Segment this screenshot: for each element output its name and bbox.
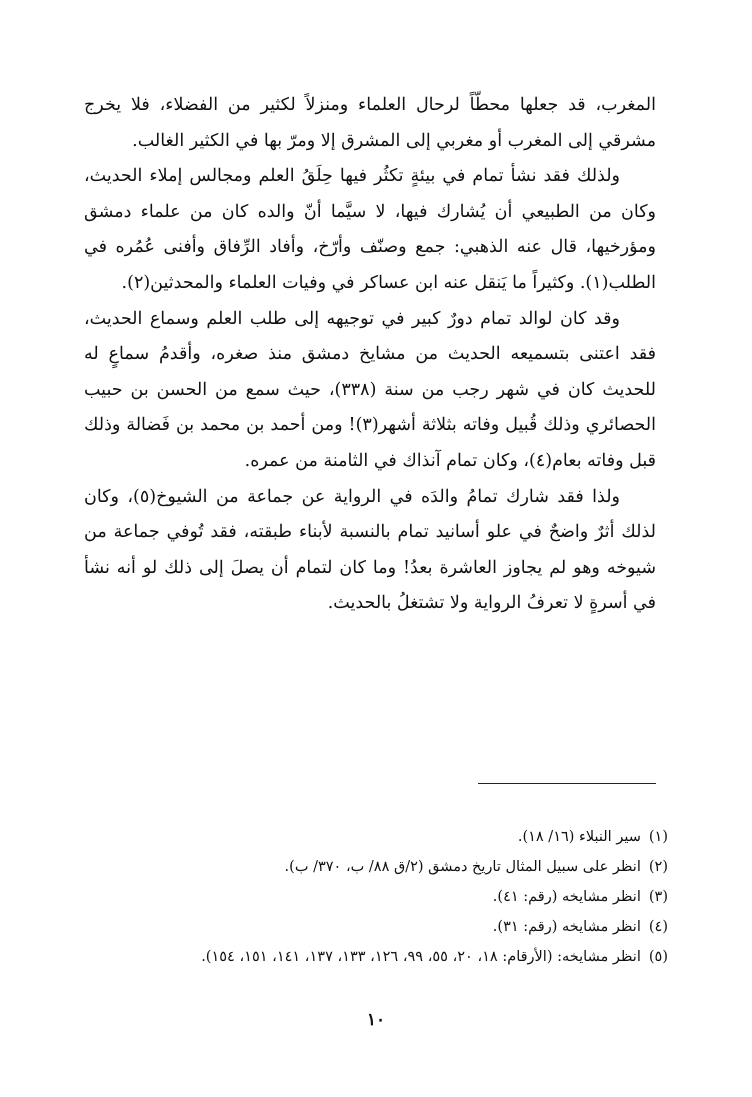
paragraph-1: المغرب، قد جعلها محطّاً لرحال العلماء ومنزلاً لكثير من الفضلاء، فلا يخرج مشرقي إلى المغرب أو مغربي إلى المشرق إلا ومرّ بها في الكثير الغالب. — [84, 95, 656, 151]
footnote-1 — [84, 822, 668, 852]
footnote-4 — [84, 912, 668, 942]
paragraph-3: وقد كان لوالد تمام دورٌ كبير في توجيهه إلى طلب العلم وسماع الحديث، فقد اعتنى بتسميعه الحديث من مشايخ دمشق منذ صغره، وأقدمُ سماعٍ له للحديث كان في شهر رجب من سنة (٣٣٨)، حيث سمع من الحسن بن حبيب الحصائري وذلك قُبيل وفاته بثلاثة أشهر(٣)! ومن أحمد بن محمد بن فَضالة وذلك قبل وفاته بعام(٤)، وكان تمام آنذاك في الثامنة من عمره. — [84, 308, 656, 471]
footnote-number: (٢) — [648, 859, 668, 875]
footnote-number: (٤) — [648, 919, 668, 935]
footnote-divider — [478, 783, 656, 784]
paragraph-4: ولذا فقد شارك تمامُ والدَه في الرواية عن جماعة من الشيوخ(٥)، وكان لذلك أثرٌ واضحٌ في علو أسانيد تمام بالنسبة لأبناء طبقته، فقد تُوفي جماعة من شيوخه وهو لم يجاوز العاشرة بعدُ! وما كان لتمام أن يصلَ إلى ذلك لو أنه نشأ في أسرةٍ لا تعرفُ الرواية ولا تشتغلُ بالحديث. — [84, 486, 656, 614]
footnotes — [84, 822, 668, 972]
footnote-text: انظر على سبيل المثال تاريخ دمشق (٢/ق ٨٨/ ب، ٣٧٠/ ب). — [284, 859, 641, 875]
footnote-3 — [84, 882, 668, 912]
footnote-number: (٥) — [648, 949, 668, 965]
footnote-text: انظر مشايخه: (الأرقام: ١٨، ٢٠، ٥٥، ٩٩، ١٢٦، ١٣٣، ١٣٧، ١٤١، ١٥١، ١٥٤). — [201, 949, 641, 965]
footnote-text: سير النبلاء (١٦/ ١٨). — [517, 829, 641, 845]
main-text — [84, 88, 656, 622]
paragraph-2: ولذلك فقد نشأ تمام في بيئةٍ تكثُر فيها حِلَقُ العلم ومجالس إملاء الحديث، وكان من الطبيعي أن يُشارك فيها، لا سيَّما أنّ والده كان من علماء دمشق ومؤرخيها، قال عنه الذهبي: جمع وصنّف وأرّخ، وأفاد الرِّفاق وأفنى عُمُره في الطلب(١). وكثيراً ما يَنقل عنه ابن عساكر في وفيات العلماء والمحدثين(٢). — [84, 166, 656, 293]
page-number: ١٠ — [366, 1010, 386, 1030]
footnote-2 — [84, 852, 668, 882]
footnote-5 — [84, 942, 668, 972]
footnote-text: انظر مشايخه (رقم: ٣١). — [492, 919, 641, 935]
footnote-number: (٣) — [648, 889, 668, 905]
footnote-number: (١) — [648, 829, 668, 845]
footnote-text: انظر مشايخه (رقم: ٤١). — [492, 889, 641, 905]
